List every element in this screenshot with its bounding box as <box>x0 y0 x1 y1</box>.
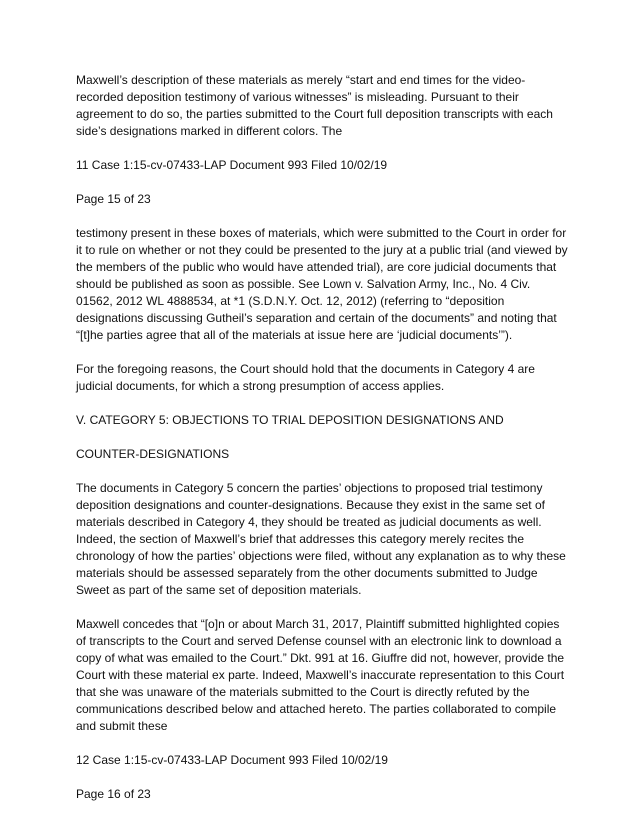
page-footer-case-11: 11 Case 1:15-cv-07433-LAP Document 993 Filed 10/02/19 <box>76 158 388 172</box>
document-page <box>76 72 568 820</box>
page-number-16: Page 16 of 23 <box>76 787 151 801</box>
paragraph-foregoing-reasons: For the foregoing reasons, the Court should hold that the documents in Category 4 are judicial documents, for which a strong presumption of access applies. <box>76 362 535 393</box>
page-footer-case-12: 12 Case 1:15-cv-07433-LAP Document 993 Filed 10/02/19 <box>76 753 388 767</box>
paragraph-testimony-boxes: testimony present in these boxes of materials, which were submitted to the Court in order for it to rule on whether or not they could be presented to the jury at a public trial (and viewed by the members of the public who would have attended trial), are core judicial documents that should be published as soon as possible. See Lown v. Salvation Army, Inc., No. 4 Civ. 01562, 2012 WL 4888534, at *1 (S.D.N.Y. Oct. 12, 2012) (referring to “deposition designations discussing Gutheil’s separation and certain of the documents” and noting that “[t]he parties agree that all of the materials at issue here are ‘judicial documents’”). <box>76 226 568 342</box>
page-number-15: Page 15 of 23 <box>76 192 151 206</box>
section-heading-counter-designations: COUNTER-DESIGNATIONS <box>76 447 230 461</box>
paragraph-category-5-documents: The documents in Category 5 concern the parties’ objections to proposed trial testimony deposition designations and counter-designations. Because they exist in the same set of materials described in Category 4, they should be treated as judicial documents as well. Indeed, the section of Maxwell’s brief that addresses this category merely recites the chronology of how the parties’ objections were filed, without any explanation as to why these materials should be assessed separately from the other documents submitted to Judge Sweet as part of the same set of deposition materials. <box>76 481 566 597</box>
paragraph-maxwell-concedes: Maxwell concedes that “[o]n or about March 31, 2017, Plaintiff submitted highlighted copies of transcripts to the Court and served Defense counsel with an electronic link to download a copy of what was emailed to the Court.” Dkt. 991 at 16. Giuffre did not, however, provide the Court with these material ex parte. Indeed, Maxwell’s inaccurate representation to this Court that she was unaware of the materials submitted to the Court is directly refuted by the communications described below and attached hereto. The parties collaborated to compile and submit these <box>76 617 565 733</box>
paragraph-maxwell-description: Maxwell’s description of these materials as merely “start and end times for the video-recorded deposition testimony of various witnesses” is misleading. Pursuant to their agreement to do so, the parties submitted to the Court full deposition transcripts with each side’s designations marked in different colors. The <box>76 73 553 138</box>
section-heading-category-5: V. CATEGORY 5: OBJECTIONS TO TRIAL DEPOSITION DESIGNATIONS AND <box>76 413 504 427</box>
